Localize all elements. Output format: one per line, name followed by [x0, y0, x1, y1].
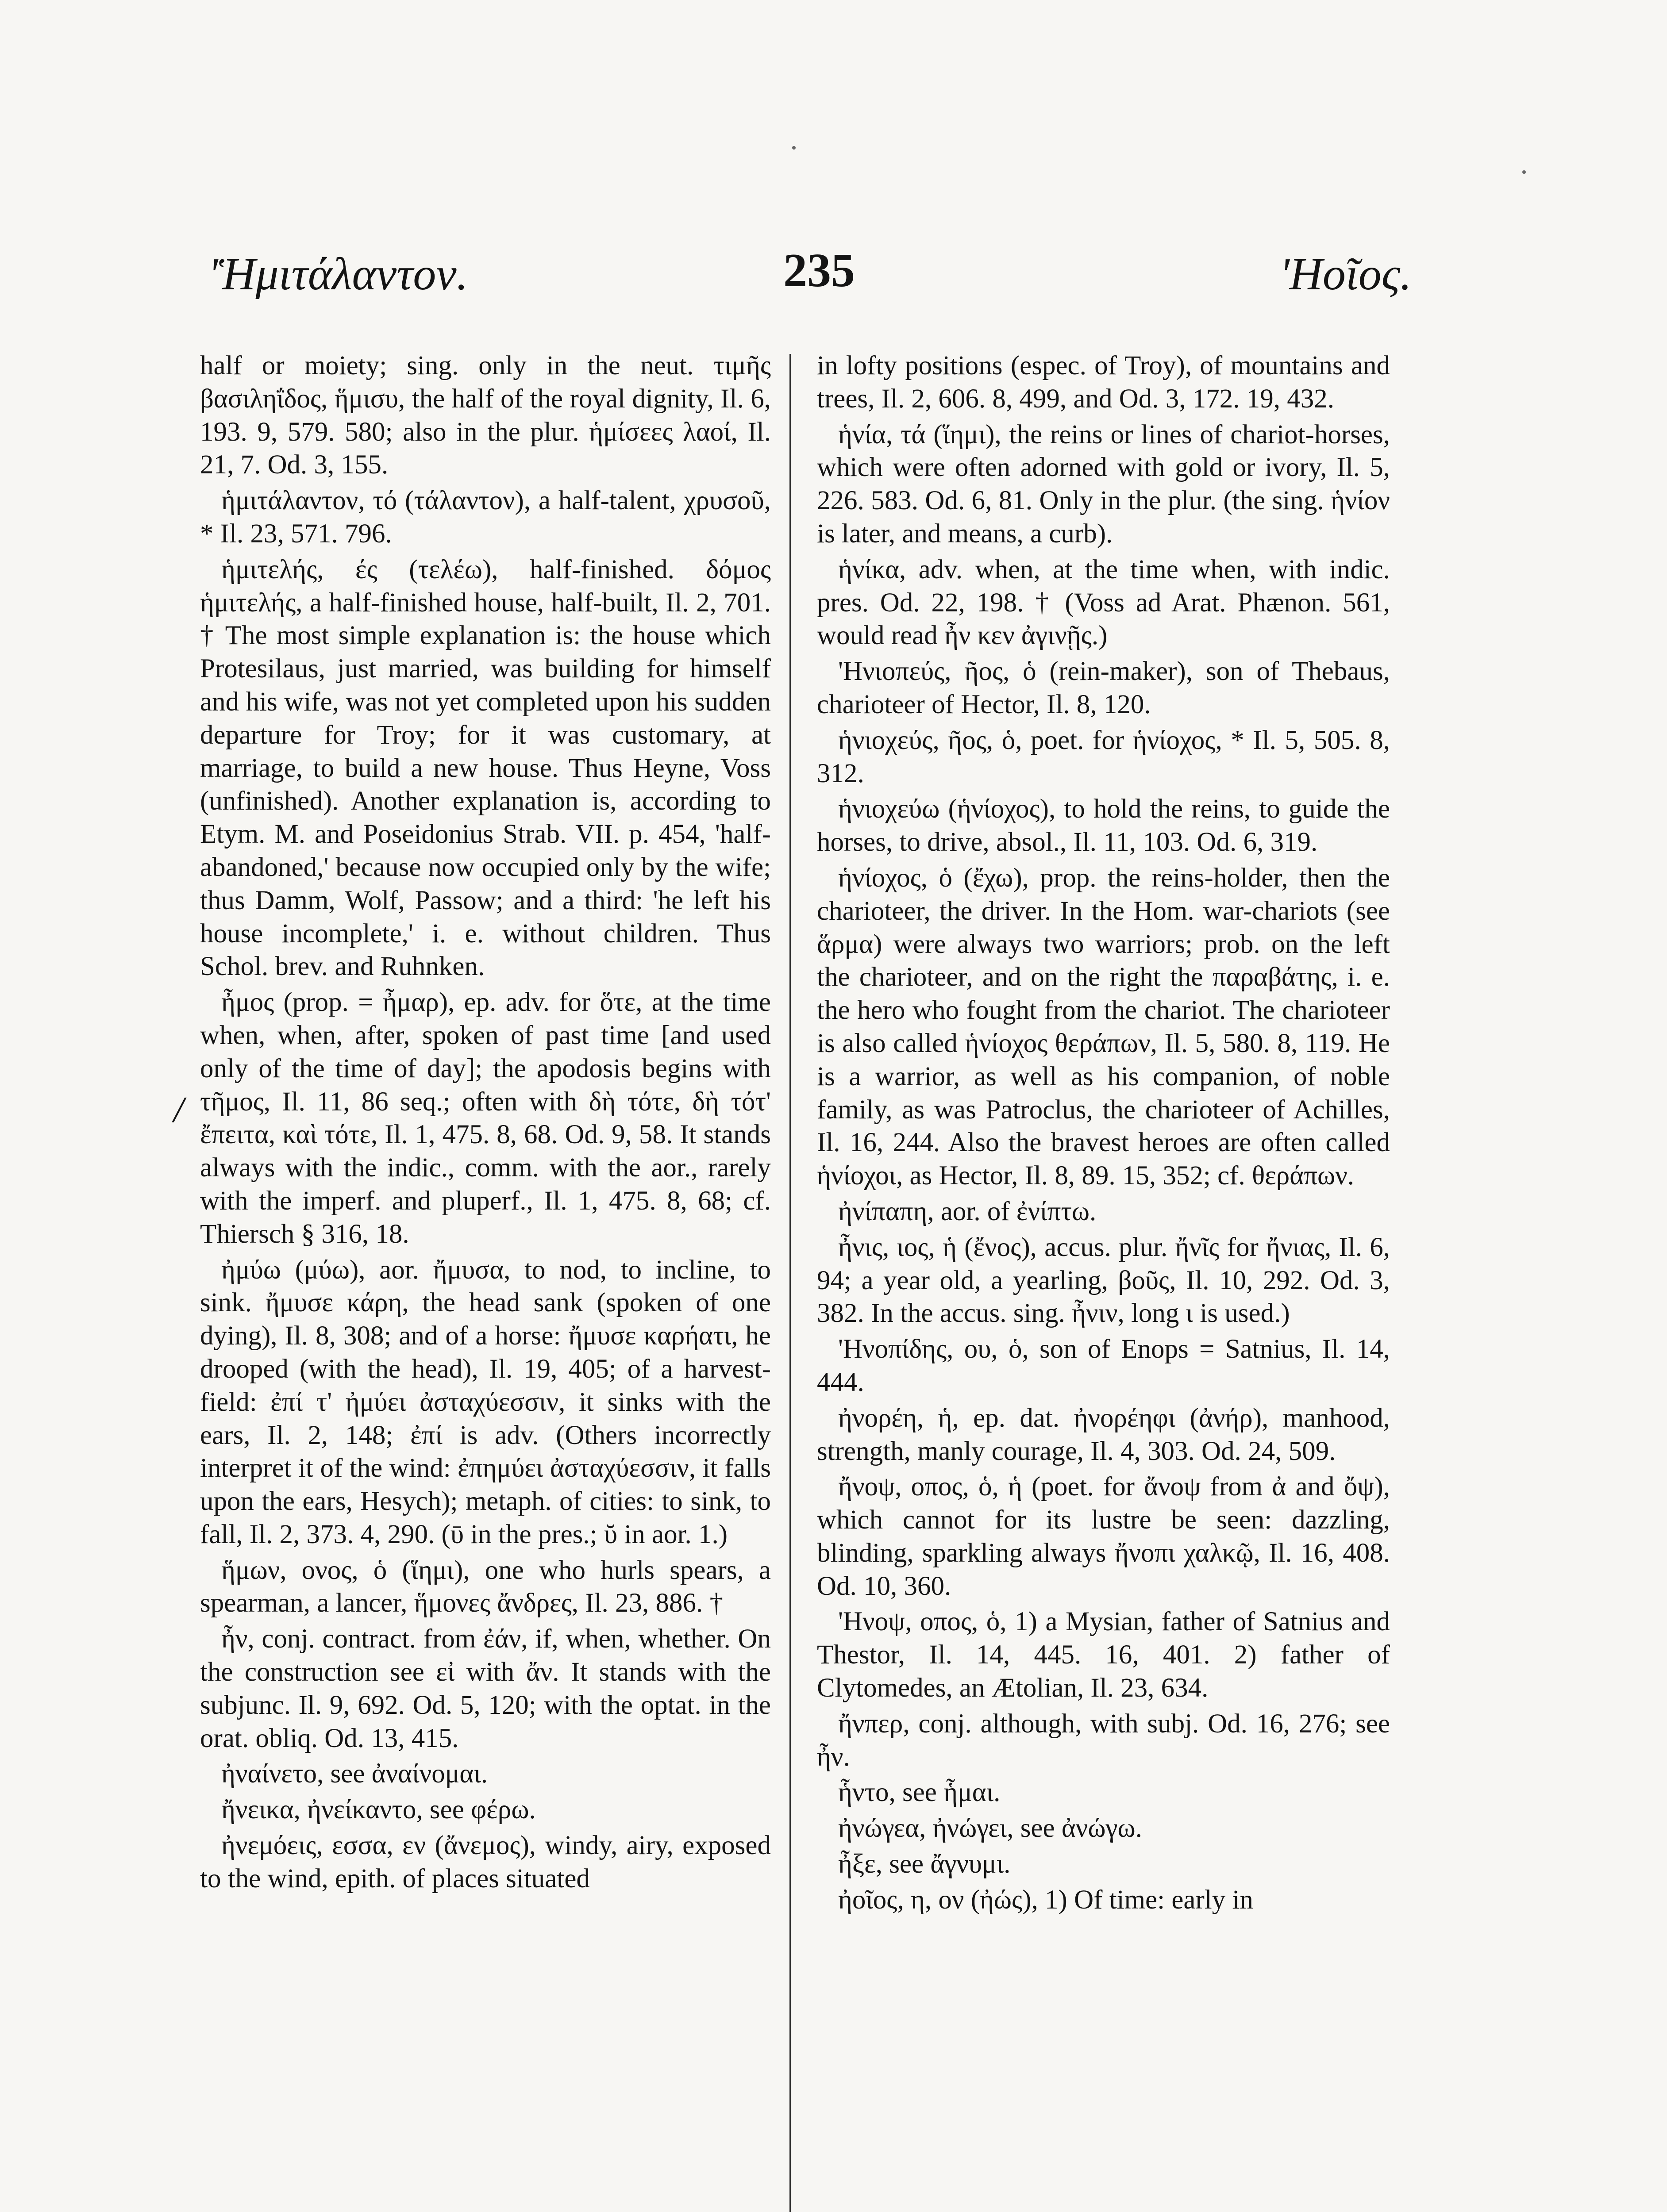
entry: ἡνίκα, adv. when, at the time when, with indic. pres. Od. 22, 198. † (Voss ad Arat. Phænon. 561, would read ἦν κεν ἀγινῇς.)	[817, 554, 1390, 651]
column-divider	[789, 354, 791, 2212]
entry: ἠμύω (μύω), aor. ἤμυσα, to nod, to incline, to sink. ἤμυσε κάρη, the head sank (spoken of one dying), Il. 8, 308; and of a horse: ἤμυσε καρήατι, he drooped (with the head), Il. 19, 405; of a harvest-field: ἐπί τ' ἠμύει ἀσταχύεσσιν, it sinks with the ears, Il. 2, 148; ἐπί is adv. (Others incorrectly interpret it of the wind: ἐπημύει ἀσταχύεσσιν, it falls upon the ears, Hesych); metaph. of cities: to sink, to fall, Il. 2, 373. 4, 290. (ῡ in the pres.; ῠ in aor. 1.)	[200, 1255, 771, 1549]
entry: ἠοῖος, η, ον (ἠώς), 1) Of time: early in	[838, 1885, 1253, 1915]
right-column	[817, 349, 1390, 1920]
entry: ἡμιτάλαντον, τό (τάλαντον), a half-talent, χρυσοῦ, * Il. 23, 571. 796.	[200, 486, 771, 549]
page-number: 235	[783, 244, 855, 297]
entry: ἦμος (prop. = ἦμαρ), ep. adv. for ὅτε, at the time when, when, after, spoken of past time [and used only of the time of day]; the apodosis begins with τῆμος, Il. 11, 86 seq.; often with δὴ τότε, δὴ τότ' ἔπειτα, καὶ τότε, Il. 1, 475. 8, 68. Od. 9, 58. It stands always with the indic., comm. with the aor., rarely with the imperf. and pluperf., Il. 1, 475. 8, 68; cf. Thiersch § 316, 18.	[200, 987, 771, 1249]
header-left-word: 'Ἡμιτάλαντον.	[208, 249, 468, 300]
entry: ἡνιοχεύς, ῆος, ὁ, poet. for ἡνίοχος, * Il. 5, 505. 8, 312.	[817, 725, 1390, 788]
entry: ἡμιτελής, ές (τελέω), half-finished. δόμος ἡμιτελής, a half-finished house, half-built, Il. 2, 701. † The most simple explanation is: the house which Protesilaus, just married, was building for himself and his wife, was not yet completed upon his sudden departure for Troy; for it was customary, at marriage, to build a new house. Thus Heyne, Voss (unfinished). Another explanation is, according to Etym. M. and Poseidonius Strab. VII. p. 454, 'half-abandoned,' because now occupied only by the wife; thus Damm, Wolf, Passow; and a third: 'he left his house incomplete,' i. e. without children. Thus Schol. brev. and Ruhnken.	[200, 554, 771, 982]
paper-speck	[792, 146, 796, 150]
entry: 'Ηνοπίδης, ου, ὁ, son of Enops = Satnius, Il. 14, 444.	[817, 1334, 1390, 1397]
entry: in lofty positions (espec. of Troy), of mountains and trees, Il. 2, 606. 8, 499, and Od. 3, 172. 19, 432.	[817, 351, 1390, 414]
entry: ἧντο, see ἧμαι.	[838, 1778, 1001, 1808]
margin-pencil-mark: /	[173, 1089, 184, 1130]
entry: ἠνίπαπη, aor. of ἐνίπτω.	[838, 1196, 1097, 1226]
entry: ἥμων, ονος, ὁ (ἵημι), one who hurls spears, a spearman, a lancer, ἥμονες ἄνδρες, Il. 23, 886. †	[200, 1555, 771, 1618]
entry: ἤνπερ, conj. although, with subj. Od. 16, 276; see ἦν.	[817, 1709, 1390, 1772]
entry: ἤνοψ, οπος, ὁ, ἡ (poet. for ἄνοψ from ἀ and ὄψ), which cannot for its lustre be seen: dazzling, blinding, sparkling always ἤνοπι χαλκῷ, Il. 16, 408. Od. 10, 360.	[817, 1472, 1390, 1601]
entry: ἡνία, τά (ἵημι), the reins or lines of chariot-horses, which were often adorned with gold or ivory, Il. 5, 226. 583. Od. 6, 81. Only in the plur. (the sing. ἡνίον is later, and means, a curb).	[817, 419, 1390, 549]
entry: half or moiety; sing. only in the neut. τιμῆς βασιληΐδος, ἥμισυ, the half of the royal dignity, Il. 6, 193. 9, 579. 580; also in the plur. ἡμίσεες λαοί, Il. 21, 7. Od. 3, 155.	[200, 351, 771, 480]
entry: ἤνεικα, ἠνείκαντο, see φέρω.	[221, 1795, 536, 1825]
entry: ἦξε, see ἄγνυμι.	[838, 1849, 1011, 1879]
header-right-word: 'Ηοῖος.	[1279, 249, 1412, 300]
entry: ἠναίνετο, see ἀναίνομαι.	[221, 1759, 488, 1789]
entry: ἠνορέη, ἡ, ep. dat. ἠνορέηφι (ἀνήρ), manhood, strength, manly courage, Il. 4, 303. Od. 24, 509.	[817, 1403, 1390, 1466]
entry: 'Ηνιοπεύς, ῆος, ὁ (rein-maker), son of Thebaus, charioteer of Hector, Il. 8, 120.	[817, 657, 1390, 719]
left-column	[200, 349, 771, 1898]
entry: ἡνίοχος, ὁ (ἔχω), prop. the reins-holder, then the charioteer, the driver. In the Hom. war-chariots (see ἅρμα) were always two warriors; prob. on the left the charioteer, and on the right the παραβάτης, i. e. the hero who fought from the chariot. The charioteer is also called ἡνίοχος θεράπων, Il. 5, 580. 8, 119. He is a warrior, as well as his companion, of noble family, as was Patroclus, the charioteer of Achilles, Il. 16, 244. Also the bravest heroes are often called ἡνίοχοι, as Hector, Il. 8, 89. 15, 352; cf. θεράπων.	[817, 863, 1390, 1191]
entry: ἦν, conj. contract. from ἐάν, if, when, whether. On the construction see εἰ with ἄν. It stands with the subjunc. Il. 9, 692. Od. 5, 120; with the optat. in the orat. obliq. Od. 13, 415.	[200, 1624, 771, 1753]
entry: ἠνώγεα, ἠνώγει, see ἀνώγω.	[838, 1813, 1142, 1843]
paper-speck	[1522, 170, 1526, 174]
entry: ἠνεμόεις, εσσα, εν (ἄνεμος), windy, airy, exposed to the wind, epith. of places situated	[200, 1831, 771, 1893]
entry: 'Ηνοψ, οπος, ὁ, 1) a Mysian, father of Satnius and Thestor, Il. 14, 445. 16, 401. 2) father of Clytomedes, an Ætolian, Il. 23, 634.	[817, 1607, 1390, 1703]
entry: ἡνιοχεύω (ἡνίοχος), to hold the reins, to guide the horses, to drive, absol., Il. 11, 103. Od. 6, 319.	[817, 794, 1390, 857]
entry: ἦνις, ιος, ἡ (ἔνος), accus. plur. ἤνῖς for ἤνιας, Il. 6, 94; a year old, a yearling, βοῦς, Il. 10, 292. Od. 3, 382. In the accus. sing. ἦνιν, long ι is used.)	[817, 1232, 1390, 1329]
page-header	[208, 244, 1412, 305]
